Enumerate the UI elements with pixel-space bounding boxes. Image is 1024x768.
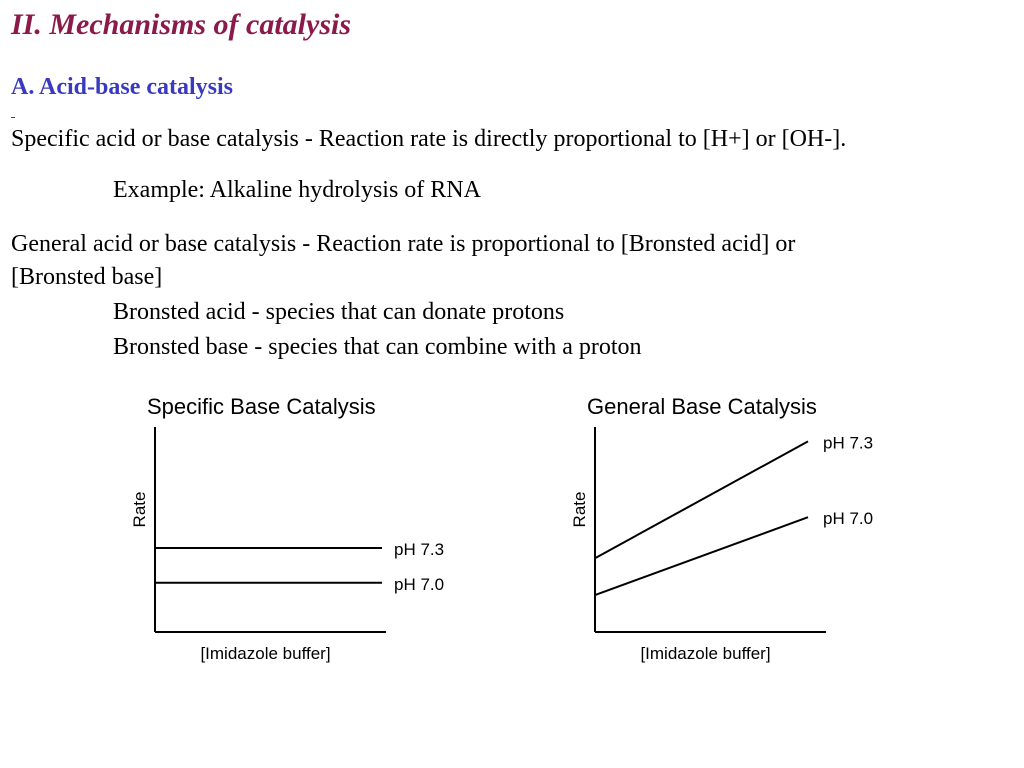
specific-catalysis-text: Specific acid or base catalysis - Reaction rate is directly proportional to [H+] or [OH-]. — [11, 126, 847, 152]
chart-title: Specific Base Catalysis — [147, 394, 376, 419]
general-catalysis-text: General acid or base catalysis - Reaction rate is proportional to [Bronsted acid] or — [11, 231, 796, 257]
series-label: pH 7.3 — [823, 433, 874, 453]
series-line-ph-7-3 — [595, 441, 808, 558]
specific-base-catalysis-chart — [120, 380, 480, 680]
chart-title: General Base Catalysis — [587, 394, 817, 419]
series-line-ph-7-0 — [595, 517, 808, 595]
x-axis-label: [Imidazole buffer] — [640, 644, 771, 663]
series-label: pH 7.0 — [394, 574, 445, 594]
section-subheading: A. Acid-base catalysis — [11, 74, 233, 100]
series-label: pH 7.0 — [823, 509, 874, 529]
series-label: pH 7.3 — [394, 539, 445, 559]
slide-title: II. Mechanisms of catalysis — [11, 8, 352, 41]
example-text: Example: Alkaline hydrolysis of RNA — [113, 177, 481, 203]
x-axis-label: [Imidazole buffer] — [200, 644, 331, 663]
y-axis-label: Rate — [570, 491, 589, 528]
specific-base-catalysis-svg — [120, 380, 480, 680]
general-base-catalysis-svg — [555, 380, 915, 680]
bronsted-acid-definition: Bronsted acid - species that can donate protons — [113, 299, 565, 325]
decorative-dash — [11, 117, 15, 118]
general-base-catalysis-chart — [555, 380, 915, 680]
bronsted-base-definition: Bronsted base - species that can combine with a proton — [113, 334, 642, 360]
general-catalysis-text-cont: [Bronsted base] — [11, 264, 163, 290]
y-axis-label: Rate — [130, 491, 149, 528]
